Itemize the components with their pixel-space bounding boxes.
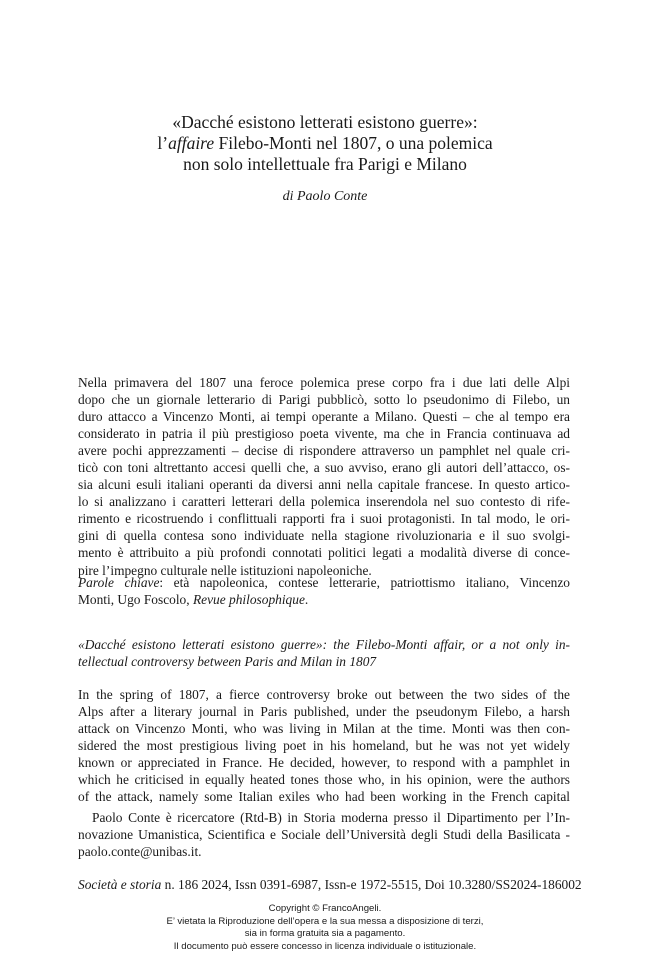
abstract-italian [78, 374, 570, 579]
abstract-en-line: which he criticised in equally heated tones those who, in his opinion, were the authors [78, 772, 570, 788]
abstract-line: considerato in patria il più prestigioso poeta vivente, ma che in Francia continuava ad [78, 426, 570, 442]
abstract-line: dopo che un giornale letterario di Parigi pubblicò, sotto lo pseudonimo di Filebo, un [78, 392, 570, 408]
abstract-en-line: sidered the most prestigious living poet in his homeland, but he was not yet widely [78, 738, 570, 754]
author-byline: di Paolo Conte [282, 189, 368, 204]
keywords-line-2: Monti, Ugo Foscolo, Revue philosophique. [78, 592, 309, 608]
abstract-line: Nella primavera del 1807 una feroce polemica prese corpo fra i due lati delle Alpi [78, 375, 570, 390]
english-title-line-1: «Dacché esistono letterati esistono guerre»: the Filebo-Monti affair, or a not only in- [78, 637, 570, 652]
bio-line: novazione Umanistica, Scientifica e Sociale dell’Università degli Studi della Basilicata - [78, 827, 570, 843]
abstract-en-line: Alps after a literary journal in Paris published, under the pseudonym Filebo, a harsh [78, 704, 570, 720]
abstract-en-line: attack on Vincenzo Monti, who was living in Milan at the time. Monti was then con- [78, 721, 570, 737]
abstract-en-line: known or appreciated in France. He decided, however, to respond with a pamphlet in [78, 755, 570, 771]
article-title [60, 112, 590, 175]
keywords [78, 574, 570, 608]
copyright-line: Copyright © FrancoAngeli. [268, 903, 382, 914]
journal-name: Società e storia [78, 877, 162, 892]
abstract-english [78, 686, 570, 805]
copyright-line: sia in forma gratuita sia a pagamento. [244, 928, 406, 939]
abstract-en-line: In the spring of 1807, a fierce controversy broke out between the two sides of the [78, 687, 570, 702]
journal-details: n. 186 2024, Issn 0391-6987, Issn-e 1972-5515, Doi 10.3280/SS2024-186002 [161, 877, 582, 892]
copyright-line: E’ vietata la Riproduzione dell’opera e la sua messa a disposizione di terzi, [166, 915, 484, 927]
abstract-line: lo si analizzano i caratteri letterari della polemica inserendola nel suo contesto di rife- [78, 494, 570, 510]
title-line-3: non solo intellettuale fra Parigi e Milano [183, 154, 467, 174]
copyright-line: Il documento può essere concesso in licenza individuale o istituzionale. [173, 940, 477, 952]
copyright-notice [60, 903, 590, 953]
abstract-line: avere pochi apprezzamenti – decise di rispondere attraverso un pamphlet nel quale cri- [78, 443, 570, 459]
english-title-line-2: tellectual controversy between Paris and Milan in 1807 [78, 654, 377, 670]
journal-citation [78, 876, 582, 893]
abstract-line: gini di quella contesa sono individuate nella stagione rivoluzionaria e il suo svolgi- [78, 528, 570, 544]
keywords-line-1: Parole chiave: età napoleonica, contese letterarie, patriottismo italiano, Vincenzo [78, 575, 570, 590]
abstract-line: sia alcuni esuli italiani operanti da diversi anni nella capitale francese. In questo artico- [78, 477, 570, 493]
keywords-label: Parole chiave [78, 575, 160, 590]
abstract-en-line: of the attack, namely some Italian exiles who had been working in the French capital [78, 789, 570, 805]
abstract-line: rimento e ricostruendo i conflittuali rapporti fra i suoi protagonisti. In tal modo, le ori- [78, 511, 570, 527]
english-title [78, 636, 570, 670]
abstract-line: mento è attribuito a più profondi connotati politici legati a modalità diverse di conce- [78, 545, 570, 561]
title-line-1: «Dacché esistono letterati esistono guerre»: [172, 112, 478, 132]
bio-line: Paolo Conte è ricercatore (Rtd-B) in Storia moderna presso il Dipartimento per l’In- [92, 810, 570, 825]
abstract-line: ticò con toni altrettanto accesi quelli che, a suo avviso, erano gli autori dell’attacco, os- [78, 460, 570, 476]
author-bio [78, 809, 570, 860]
title-line-2: l’affaire Filebo-Monti nel 1807, o una polemica [157, 133, 493, 153]
abstract-line: pire l’impegno culturale nelle istituzioni napoleoniche. [78, 562, 372, 578]
abstract-line: duro attacco a Vincenzo Monti, ai tempi operante a Milano. Questi – che al tempo era [78, 409, 570, 425]
title-italic-word: affaire [168, 133, 215, 153]
bio-email: paolo.conte@unibas.it. [78, 844, 202, 860]
